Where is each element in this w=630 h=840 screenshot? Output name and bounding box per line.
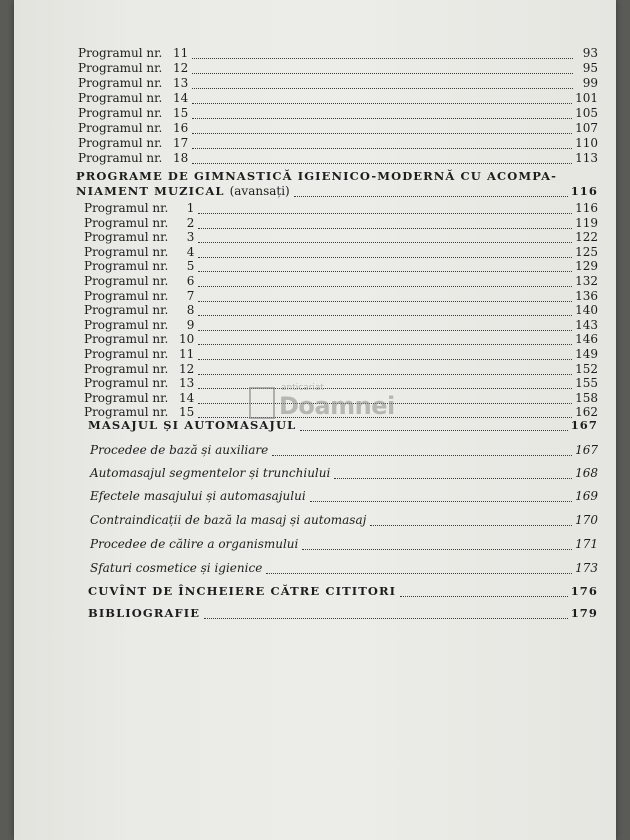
toc-program-entry[interactable]: [78, 151, 598, 165]
toc-entry-page-number: 173: [575, 561, 598, 575]
dot-leader: [198, 320, 572, 331]
toc-entry-number: 16: [173, 121, 189, 135]
dot-leader: [272, 445, 572, 456]
toc-entry-number: 2: [186, 216, 195, 230]
toc-entry-label: Programul nr.: [84, 259, 169, 273]
toc-entry-number: 12: [173, 61, 189, 75]
toc-entry-number: 4: [186, 245, 195, 259]
toc-entry-page-number: 140: [575, 303, 598, 317]
toc-entry-number: 11: [173, 46, 189, 60]
watermark-big-text: Doamnei: [279, 392, 395, 420]
toc-entry-number: 8: [186, 303, 195, 317]
toc-entry-label: Programul nr.: [84, 391, 169, 405]
toc-entry-label: Programul nr.: [78, 106, 163, 120]
toc-entry-number: 11: [179, 347, 195, 361]
toc-entry-page-number: 125: [575, 245, 598, 259]
dot-leader: [192, 153, 572, 164]
toc-entry-page-number: 122: [575, 230, 598, 244]
toc-entry-number: 1: [186, 201, 195, 215]
toc-program-entry[interactable]: [78, 46, 598, 60]
toc-entry-label: Programul nr.: [84, 318, 169, 332]
watermark-small-text: anticariat: [281, 383, 324, 393]
toc-entry-page-number: 129: [575, 259, 598, 273]
dot-leader: [198, 349, 572, 360]
toc-entry-page-number: 107: [575, 121, 598, 135]
dot-leader: [198, 291, 572, 302]
toc-entry-label: Programul nr.: [84, 216, 169, 230]
toc-subsection-entry[interactable]: [90, 443, 598, 457]
toc-entry-page-number: 116: [570, 184, 598, 198]
toc-entry-label: Programul nr.: [78, 46, 163, 60]
toc-entry-label: Programul nr.: [84, 230, 169, 244]
toc-subsection-entry[interactable]: [90, 513, 598, 527]
dot-leader: [198, 232, 572, 243]
watermark-logo-icon: [249, 387, 275, 419]
toc-program-entry[interactable]: [84, 201, 598, 215]
toc-entry-label: Programul nr.: [78, 136, 163, 150]
toc-entry-page-number: 99: [582, 76, 598, 90]
toc-entry-number: 10: [179, 332, 195, 346]
toc-program-entry[interactable]: [84, 303, 598, 317]
toc-entry-label: Procedee de călire a organismului: [90, 537, 299, 551]
toc-program-entry[interactable]: [78, 61, 598, 75]
toc-entry-page-number: 105: [575, 106, 598, 120]
toc-entry-page-number: 171: [575, 537, 598, 551]
toc-entry-label: Procedee de bază și auxiliare: [90, 443, 269, 457]
toc-entry-number: 18: [173, 151, 189, 165]
toc-entry-page-number: 152: [575, 362, 598, 376]
toc-program-entry[interactable]: [84, 362, 598, 376]
toc-entry-number: 13: [179, 376, 195, 390]
toc-entry-label: Automasajul segmentelor și trunchiului: [90, 466, 331, 480]
dot-leader: [266, 563, 572, 574]
toc-entry-label: Programul nr.: [78, 151, 163, 165]
toc-entry-number: 17: [173, 136, 189, 150]
toc-subsection-entry[interactable]: [90, 561, 598, 575]
dot-leader: [192, 123, 572, 134]
watermark-logo: [249, 383, 414, 423]
dot-leader: [370, 515, 572, 526]
toc-entry-qualifier: (avansați): [229, 184, 290, 198]
toc-entry-page-number: 149: [575, 347, 598, 361]
toc-entry-number: 15: [179, 405, 195, 419]
toc-entry-number: 14: [173, 91, 189, 105]
dot-leader: [334, 468, 572, 479]
dot-leader: [302, 539, 572, 550]
toc-entry-page-number: 101: [575, 91, 598, 105]
toc-program-entry[interactable]: [84, 216, 598, 230]
dot-leader: [198, 203, 572, 214]
toc-entry-number: 3: [186, 230, 195, 244]
toc-entry-label: Programul nr.: [84, 201, 169, 215]
toc-subsection-entry[interactable]: [90, 537, 598, 551]
toc-entry-page-number: 95: [582, 61, 598, 75]
toc-entry-number: 12: [179, 362, 195, 376]
toc-entry-number: 14: [179, 391, 195, 405]
toc-entry-page-number: 155: [575, 376, 598, 390]
toc-entry-page-number: 167: [575, 443, 598, 457]
dot-leader: [294, 186, 568, 197]
toc-entry-page-number: 167: [570, 418, 598, 432]
section-heading-advanced[interactable]: PROGRAME DE GIMNASTICĂ IGIENICO-MODERNĂ CU ACOMPA-: [76, 169, 558, 183]
toc-entry-page-number: 93: [582, 46, 598, 60]
toc-entry-number: 13: [173, 76, 189, 90]
toc-program-entry[interactable]: [78, 91, 598, 105]
toc-entry-label: Programul nr.: [84, 362, 169, 376]
toc-entry-label: Programul nr.: [78, 61, 163, 75]
toc-subsection-entry[interactable]: [90, 489, 598, 503]
dot-leader: [192, 78, 573, 89]
toc-entry-label: Programul nr.: [84, 332, 169, 346]
toc-entry-number: 7: [186, 289, 195, 303]
toc-entry-page-number: 169: [575, 489, 598, 503]
toc-program-entry[interactable]: [84, 245, 598, 259]
toc-entry-page-number: 116: [575, 201, 598, 215]
toc-program-entry[interactable]: [84, 347, 598, 361]
toc-entry-page-number: 132: [575, 274, 598, 288]
toc-entry-label: CUVÎNT DE ÎNCHEIERE CĂTRE CITITORI: [88, 584, 397, 598]
toc-entry-number: 6: [186, 274, 195, 288]
toc-entry-label: Programul nr.: [84, 274, 169, 288]
dot-leader: [198, 276, 572, 287]
toc-entry-page-number: 110: [575, 136, 598, 150]
dot-leader: [192, 138, 572, 149]
toc-program-entry[interactable]: [78, 76, 598, 90]
dot-leader: [192, 48, 573, 59]
toc-entry-page-number: 158: [575, 391, 598, 405]
toc-entry-label: BIBLIOGRAFIE: [88, 606, 201, 620]
toc-entry-label: Sfaturi cosmetice și igienice: [90, 561, 263, 575]
toc-entry-page-number: 168: [575, 466, 598, 480]
toc-entry-label: MASAJUL ȘI AUTOMASAJUL: [88, 418, 297, 432]
toc-program-entry[interactable]: [84, 274, 598, 288]
toc-entry-label: Programul nr.: [84, 376, 169, 390]
toc-entry-label: Programul nr.: [84, 303, 169, 317]
dot-leader: [198, 364, 572, 375]
dot-leader: [198, 305, 572, 316]
dot-leader: [310, 491, 572, 502]
toc-program-entry[interactable]: [78, 136, 598, 150]
dot-leader: [198, 334, 572, 345]
toc-program-entry[interactable]: [84, 318, 598, 332]
dot-leader: [198, 218, 572, 229]
toc-subsection-entry[interactable]: [90, 466, 598, 480]
toc-program-entry[interactable]: [84, 332, 598, 346]
dot-leader: [198, 261, 572, 272]
dot-leader: [204, 608, 568, 619]
toc-entry-label: Programul nr.: [78, 76, 163, 90]
toc-entry-number: 9: [186, 318, 195, 332]
toc-program-entry[interactable]: [78, 121, 598, 135]
section-heading-advanced-line2[interactable]: [76, 184, 598, 198]
toc-program-entry[interactable]: [84, 259, 598, 273]
toc-entry-label: Contraindicații de bază la masaj și automasaj: [90, 513, 367, 527]
dot-leader: [192, 93, 572, 104]
section-heading-bibliography[interactable]: [88, 606, 598, 620]
toc-program-entry[interactable]: [84, 289, 598, 303]
toc-entry-number: 15: [173, 106, 189, 120]
toc-entry-label: Programul nr.: [78, 91, 163, 105]
dot-leader: [192, 63, 573, 74]
toc-entry-label: Programul nr.: [84, 347, 169, 361]
section-heading-closing[interactable]: [88, 584, 598, 598]
toc-entry-page-number: 170: [575, 513, 598, 527]
toc-entry-page-number: 113: [575, 151, 598, 165]
toc-program-entry[interactable]: [78, 106, 598, 120]
book-page: [14, 0, 616, 840]
toc-entry-label: NIAMENT MUZICAL: [76, 184, 225, 198]
toc-entry-page-number: 179: [570, 606, 598, 620]
dot-leader: [400, 586, 568, 597]
toc-entry-label: Programul nr.: [84, 289, 169, 303]
toc-entry-page-number: 162: [575, 405, 598, 419]
toc-entry-page-number: 119: [575, 216, 598, 230]
toc-entry-page-number: 146: [575, 332, 598, 346]
toc-entry-label: Programul nr.: [78, 121, 163, 135]
toc-entry-label: Efectele masajului și automasajului: [90, 489, 306, 503]
toc-entry-label: Programul nr.: [84, 405, 169, 419]
toc-entry-label: Programul nr.: [84, 245, 169, 259]
dot-leader: [192, 108, 572, 119]
toc-entry-page-number: 176: [570, 584, 598, 598]
toc-entry-number: 5: [186, 259, 195, 273]
toc-entry-page-number: 136: [575, 289, 598, 303]
dot-leader: [198, 247, 572, 258]
toc-entry-page-number: 143: [575, 318, 598, 332]
toc-program-entry[interactable]: [84, 230, 598, 244]
